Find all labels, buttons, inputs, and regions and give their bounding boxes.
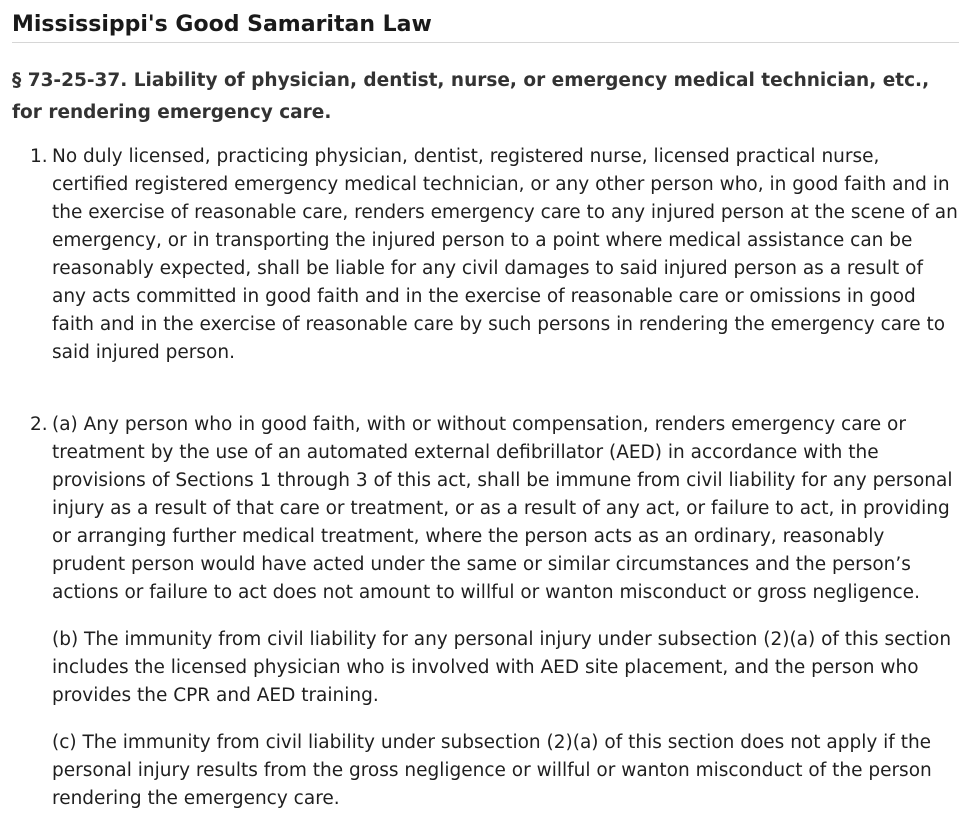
subsection-marker: 1. <box>30 146 48 167</box>
subsection-list <box>12 143 959 813</box>
subsection-2c-paragraph: (c) The immunity from civil liability under subsection (2)(a) of this section does not apply if the personal injury results from the gross negligence or willful or wanton misconduct of the person rendering the emergency care. <box>52 732 932 809</box>
subsection-2a-paragraph: (a) Any person who in good faith, with or without compensation, renders emergency care or treatment by the use of an automated external defibrillator (AED) in accordance with the provisions of Sections 1 through 3 of this act, shall be immune from civil liability for any personal injury as a result of that care or treatment, or as a result of any act, or failure to act, in providing or arranging further medical treatment, where the person acts as an ordinary, reasonably prudent person would have acted under the same or similar circumstances and the person’s actions or failure to act does not amount to willful or wanton misconduct or gross negligence. <box>52 414 953 603</box>
section-heading: § 73-25-37. Liability of physician, dentist, nurse, or emergency medical technician, etc., for rendering emergency care. <box>12 70 930 123</box>
subsection-1 <box>30 143 959 367</box>
subsection-2b-paragraph: (b) The immunity from civil liability for any personal injury under subsection (2)(a) of this section includes the licensed physician who is involved with AED site placement, and the person who provides the CPR and AED training. <box>52 629 952 706</box>
subsection-marker: 2. <box>30 414 48 435</box>
subsection-2 <box>30 411 959 813</box>
page-title: Mississippi's Good Samaritan Law <box>12 0 959 43</box>
subsection-1-paragraph: No duly licensed, practicing physician, dentist, registered nurse, licensed practical nurse, certified registered emergency medical technician, or any other person who, in good faith and in the exercise of reasonable care, renders emergency care to any injured person at the scene of an emergency, or in transporting the injured person to a point where medical assistance can be reasonably expected, shall be liable for any civil damages to said injured person as a result of any acts committed in good faith and in the exercise of reasonable care or omissions in good faith and in the exercise of reasonable care by such persons in rendering the emergency care to said injured person. <box>52 146 958 363</box>
